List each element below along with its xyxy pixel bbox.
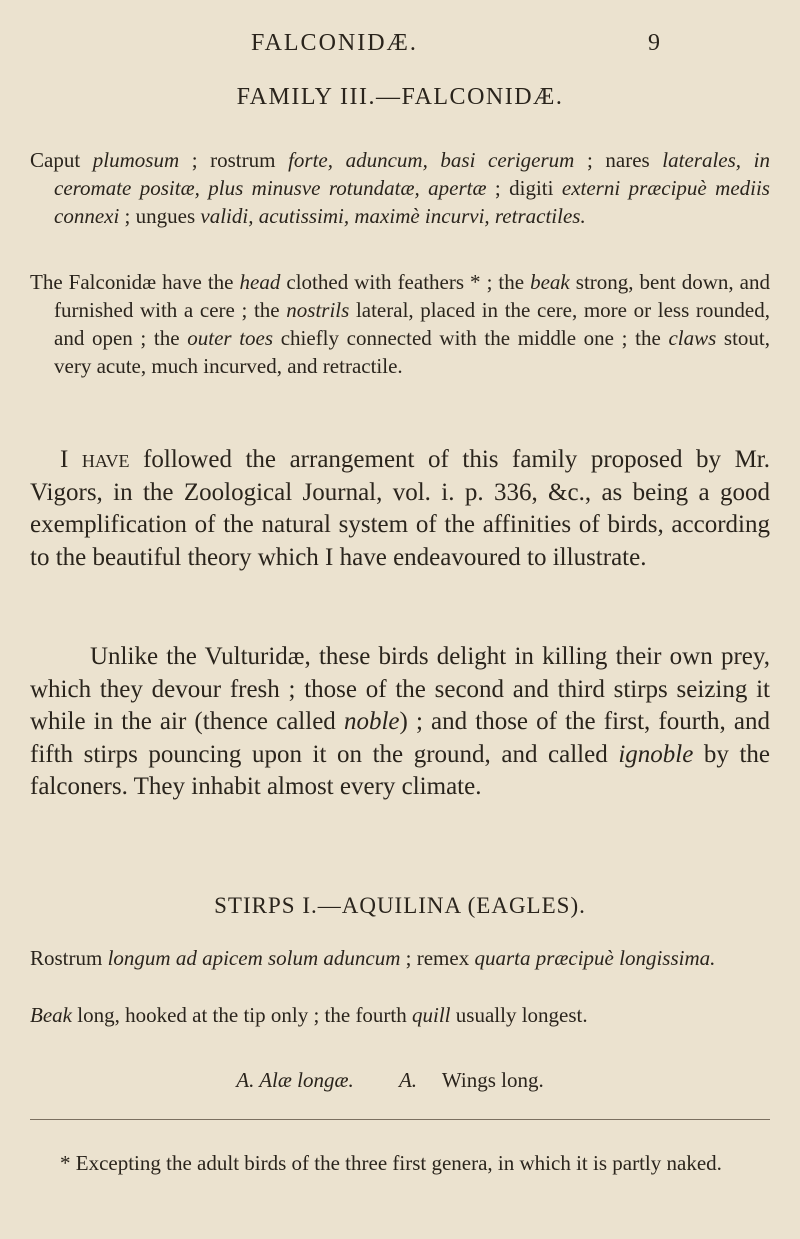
family-title: FAMILY III.—FALCONIDÆ. <box>236 84 564 110</box>
italic-span: outer toes <box>187 326 274 350</box>
text-span: followed the arrangement of this family proposed by Mr. Vigors, in the Zoological Journal, vol. i. p. 336, &c., as being a good exemplification of the natural system of the affinities of birds, according to the beautiful theory which I have endeavoured to illustrate. <box>30 446 771 571</box>
english-description-1 <box>30 268 770 380</box>
latin-description-2-text <box>30 944 770 972</box>
text-span: Caput <box>30 148 93 172</box>
italic-span: Beak <box>30 1003 72 1027</box>
text-span: by the falconers. They inhabit almost every climate. <box>30 740 771 800</box>
english-description-2 <box>30 1001 770 1029</box>
text-span: Unlike the Vulturidæ, these birds delight in killing their own prey, which they devour fresh ; those of the second and third stirps seizing it while in the air (thence called <box>30 643 770 735</box>
text-span: ; ungues <box>119 204 201 228</box>
italic-span: longum ad apicem solum aduncum <box>107 946 401 970</box>
italic-span: claws <box>668 326 717 350</box>
footnote-rule <box>30 1119 770 1120</box>
stirps-title: STIRPS I.—AQUILINA (EAGLES). <box>214 893 586 918</box>
english-description-1-text <box>30 268 770 380</box>
footnote: * Excepting the adult birds of the three first genera, in which it is partly naked. <box>60 1151 722 1175</box>
text-span: The Falconidæ have the <box>30 270 240 294</box>
italic-span: ignoble <box>618 740 694 768</box>
section-a-english: Wings long. <box>437 1068 544 1092</box>
paragraph-initial: I <box>60 446 69 473</box>
italic-span: noble <box>343 708 400 735</box>
smallcaps-span: have <box>81 446 130 473</box>
text-span: stout, very acute, much incurved, and retractile. <box>54 326 771 378</box>
section-a-letter: A. <box>398 1068 418 1092</box>
body-paragraph-1 <box>30 444 770 574</box>
text-span: strong, bent down, and furnished with a cere ; the <box>54 270 770 322</box>
italic-span: quarta præcipuè longissima. <box>474 946 716 970</box>
text-span: Rostrum <box>30 946 108 970</box>
latin-description-1 <box>30 146 770 230</box>
text-span: ) ; and those of the first, fourth, and fifth stirps pouncing upon it on the ground, and called <box>30 708 771 768</box>
text-span: long, hooked at the tip only ; the fourth <box>71 1003 413 1027</box>
latin-description-2 <box>30 944 770 972</box>
body-paragraph-2 <box>30 641 770 804</box>
running-head: FALCONIDÆ. <box>251 30 418 56</box>
italic-span: nostrils <box>286 298 350 322</box>
text-span: ; digiti <box>486 176 562 200</box>
italic-span: plumosum <box>92 148 180 172</box>
text-span: usually longest. <box>450 1003 588 1027</box>
italic-span: head <box>239 270 281 294</box>
italic-span: forte, aduncum, basi cerigerum <box>288 148 575 172</box>
section-a-latin: A. Alæ longæ. <box>236 1068 354 1092</box>
text-span: chiefly connected with the middle one ; the <box>273 326 669 350</box>
text-span: lateral, placed in the cere, more or less rounded, and open ; the <box>54 298 770 350</box>
italic-span: quill <box>412 1003 451 1027</box>
page-header <box>0 30 800 60</box>
text-span: clothed with feathers * ; the <box>280 270 531 294</box>
text-span: ; remex <box>400 946 475 970</box>
italic-span: externi præcipuè mediis connexi <box>54 176 770 228</box>
latin-description-1-text <box>30 146 770 230</box>
italic-span: beak <box>530 270 570 294</box>
italic-span: validi, acutissimi, maximè incurvi, retractiles. <box>200 204 586 228</box>
text-span: ; nares <box>574 148 663 172</box>
page-number: 9 <box>648 30 660 56</box>
section-a-heading <box>0 1068 800 1093</box>
english-description-2-text <box>30 1001 770 1029</box>
italic-span: laterales, in ceromate positæ, plus minusve rotundatæ, apertæ <box>54 148 770 200</box>
text-span: ; rostrum <box>179 148 289 172</box>
